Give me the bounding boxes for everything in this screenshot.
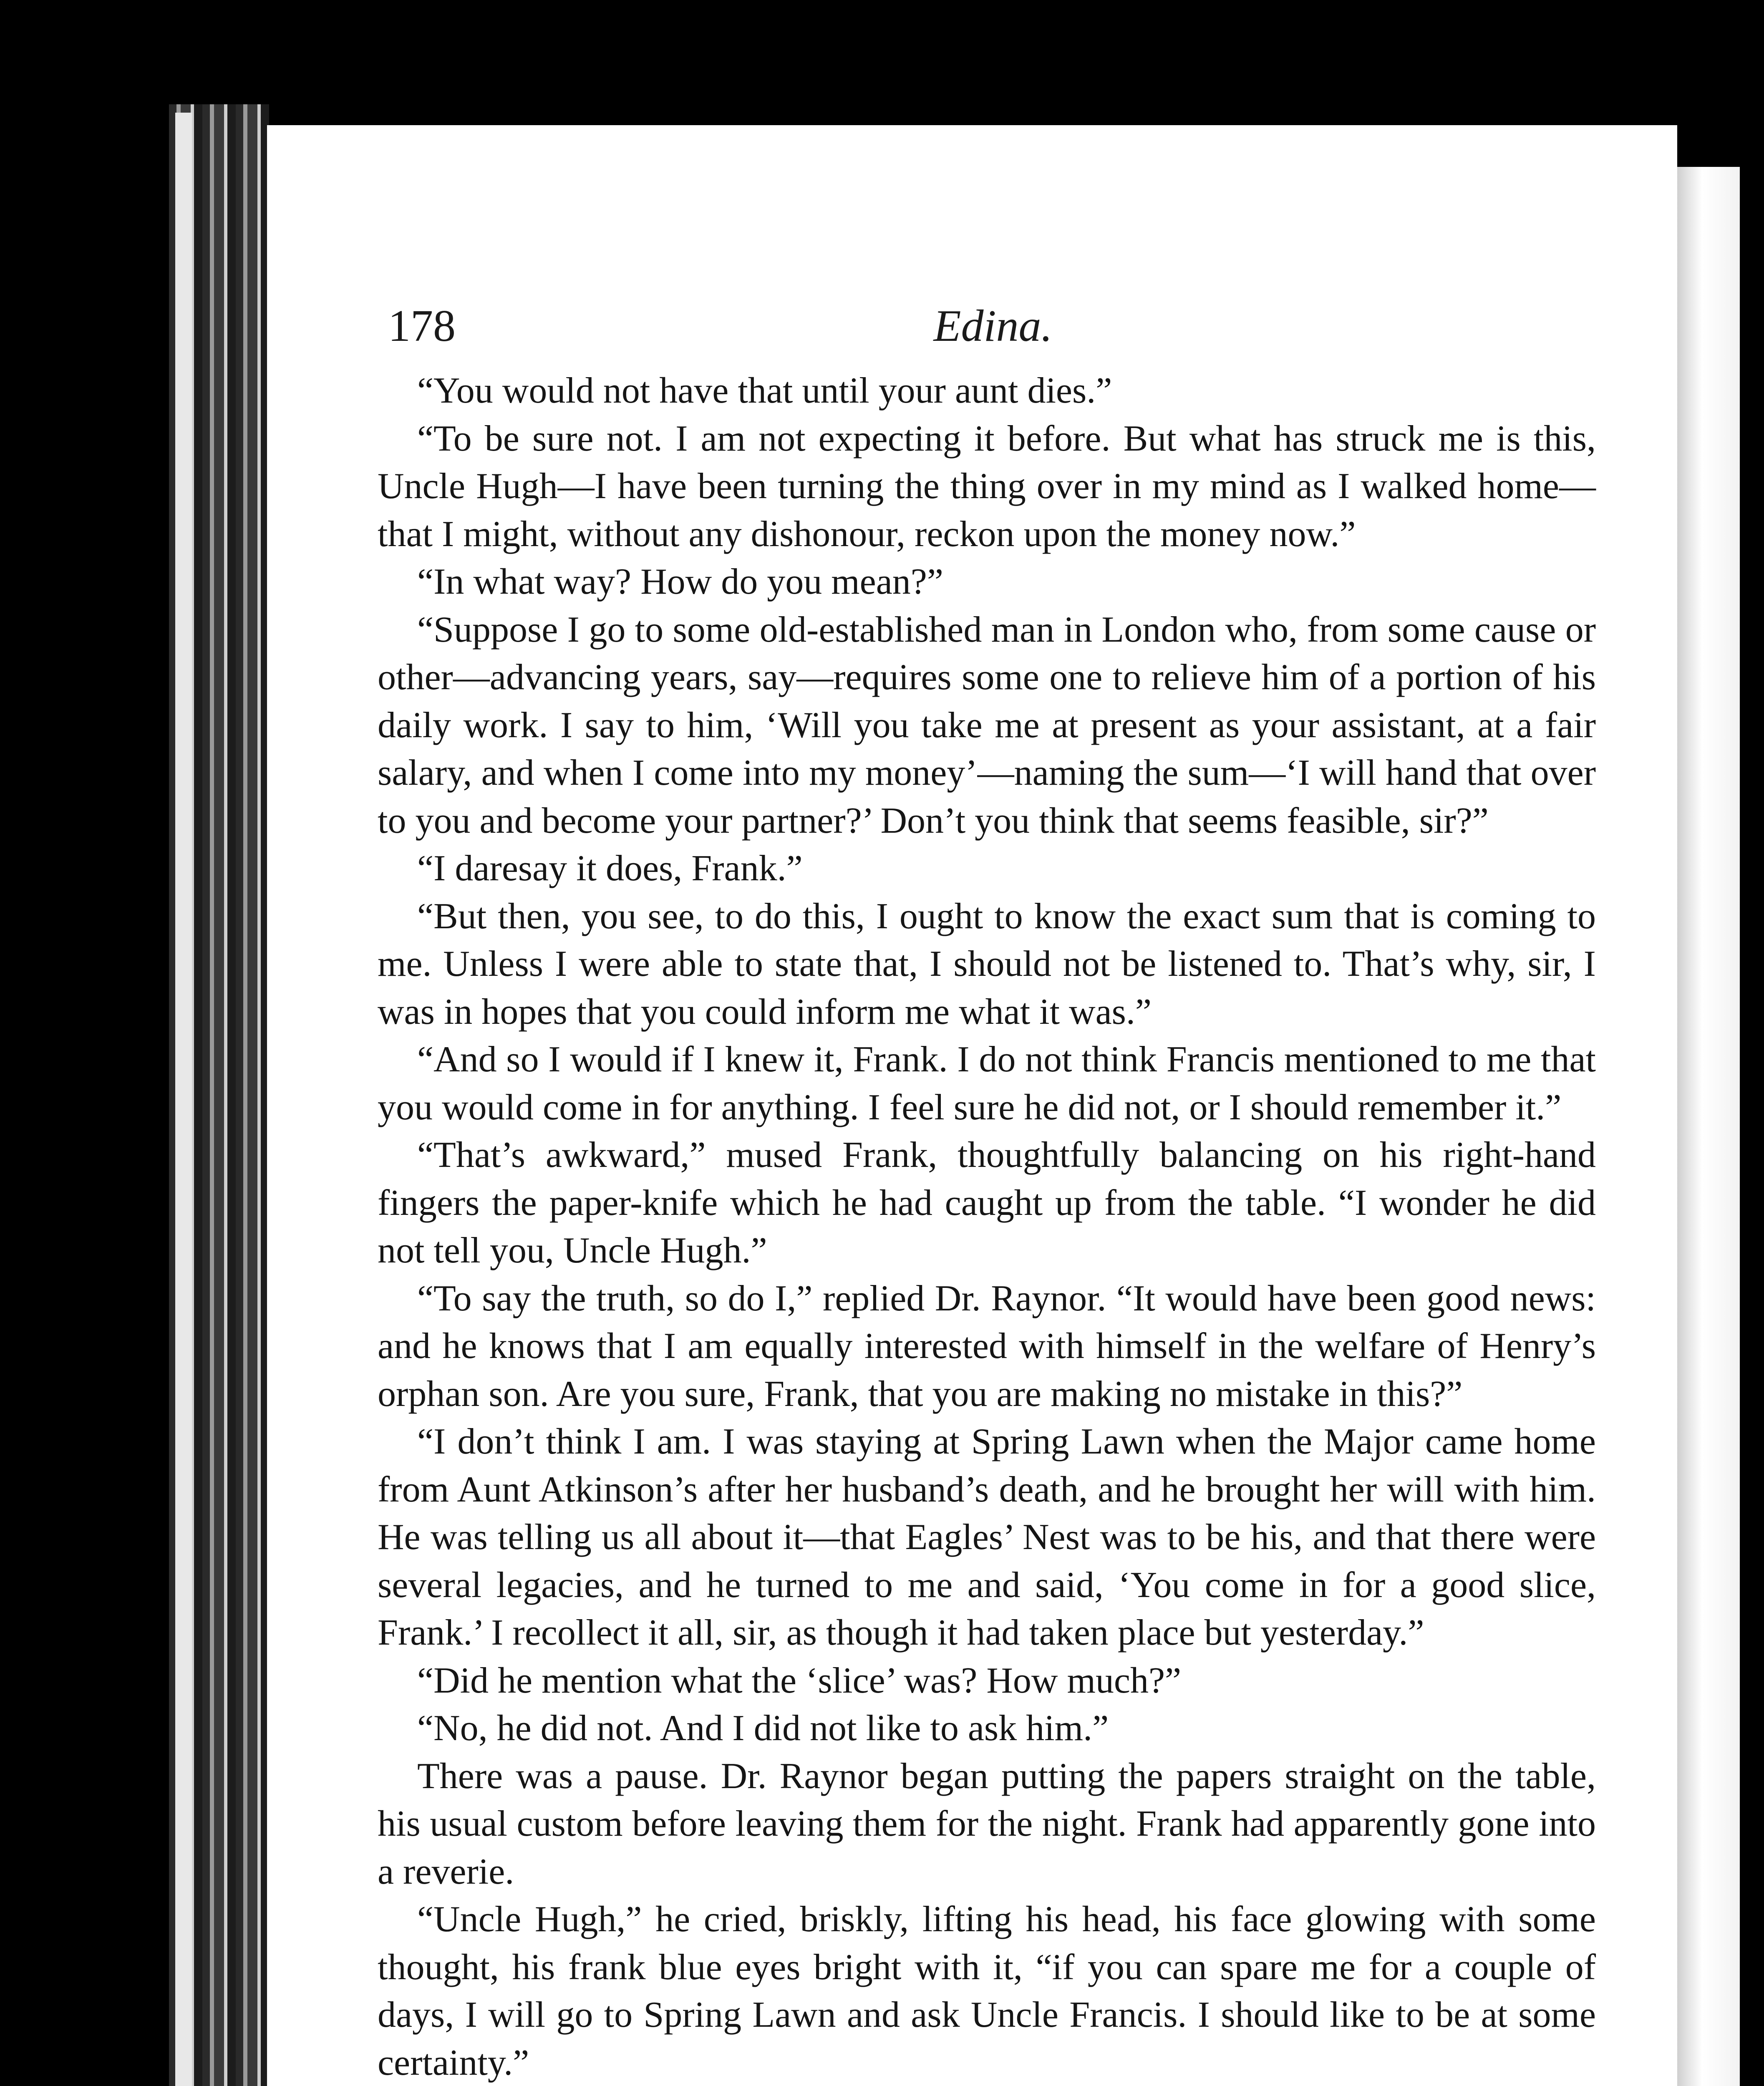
right-page-edge [1677,167,1740,2086]
paragraph: “To be sure not. I am not expecting it before. But what has struck me is this, Uncle Hugh—I have been turning the thing over in my mind as I walked home—that I might, without any dishonour, reckon upon the money now.” [378,418,1596,554]
running-title: Edina. [933,301,1053,351]
paragraph: “But then, you see, to do this, I ought to know the exact sum that is coming to me. Unless I were able to state that, I should not be listened to. That’s why, sir, I was in hopes that you could inform me what it was.” [378,896,1596,1032]
page-header [388,300,1598,367]
paragraph: “And so I would if I knew it, Frank. I do not think Francis mentioned to me that you would come in for anything. I feel sure he did not, or I should remember it.” [378,1039,1596,1128]
body-text [378,367,1596,2086]
paragraph: “Suppose I go to some old-established man in London who, from some cause or other—advancing years, say—requires some one to relieve him of a portion of his daily work. I say to him, ‘Will you take me at present as your assistant, at a fair salary, and when I come into my money’—naming the sum—‘I will hand that over to you and become your partner?’ Don’t you think that seems feasible, sir?” [378,609,1596,841]
paragraph: There was a pause. Dr. Raynor began putting the papers straight on the table, his usual custom before leaving them for the night. Frank had apparently gone into a reverie. [378,1756,1596,1892]
paragraph: “To say the truth, so do I,” replied Dr. Raynor. “It would have been good news: and he knows that I am equally interested with himself in the welfare of Henry’s orphan son. Are you sure, Frank, that you are making no mistake in this?” [378,1278,1596,1414]
paragraph: “No, he did not. And I did not like to ask him.” [417,1708,1109,1748]
paragraph: “In what way? How do you mean?” [417,562,943,602]
page-number: 178 [388,301,456,351]
paragraph: “Did he mention what the ‘slice’ was? How much?” [417,1660,1182,1701]
paragraph: “I don’t think I am. I was staying at Spring Lawn when the Major came home from Aunt Atkinson’s after her husband’s death, and he brought her will with him. He was telling us all about it—that Eagles’ Nest was to be his, and that there were several legacies, and he turned to me and said, ‘You come in for a good slice, Frank.’ I recollect it all, sir, as though it had taken place but yesterday.” [378,1421,1596,1653]
left-page-edge [175,113,192,2086]
paragraph: “You would not have that until your aunt dies.” [417,370,1112,411]
paragraph: “That’s awkward,” mused Frank, thoughtfully balancing on his right-hand fingers the paper-knife which he had caught up from the table. “I wonder he did not tell you, Uncle Hugh.” [378,1135,1596,1271]
paragraph: “I daresay it does, Frank.” [417,848,803,889]
paragraph: “Uncle Hugh,” he cried, briskly, lifting his head, his face glowing with some thought, his frank blue eyes bright with it, “if you can spare me for a couple of days, I will go to Spring Lawn and ask Uncle Francis. I should like to be at some certainty.” [378,1899,1596,2083]
